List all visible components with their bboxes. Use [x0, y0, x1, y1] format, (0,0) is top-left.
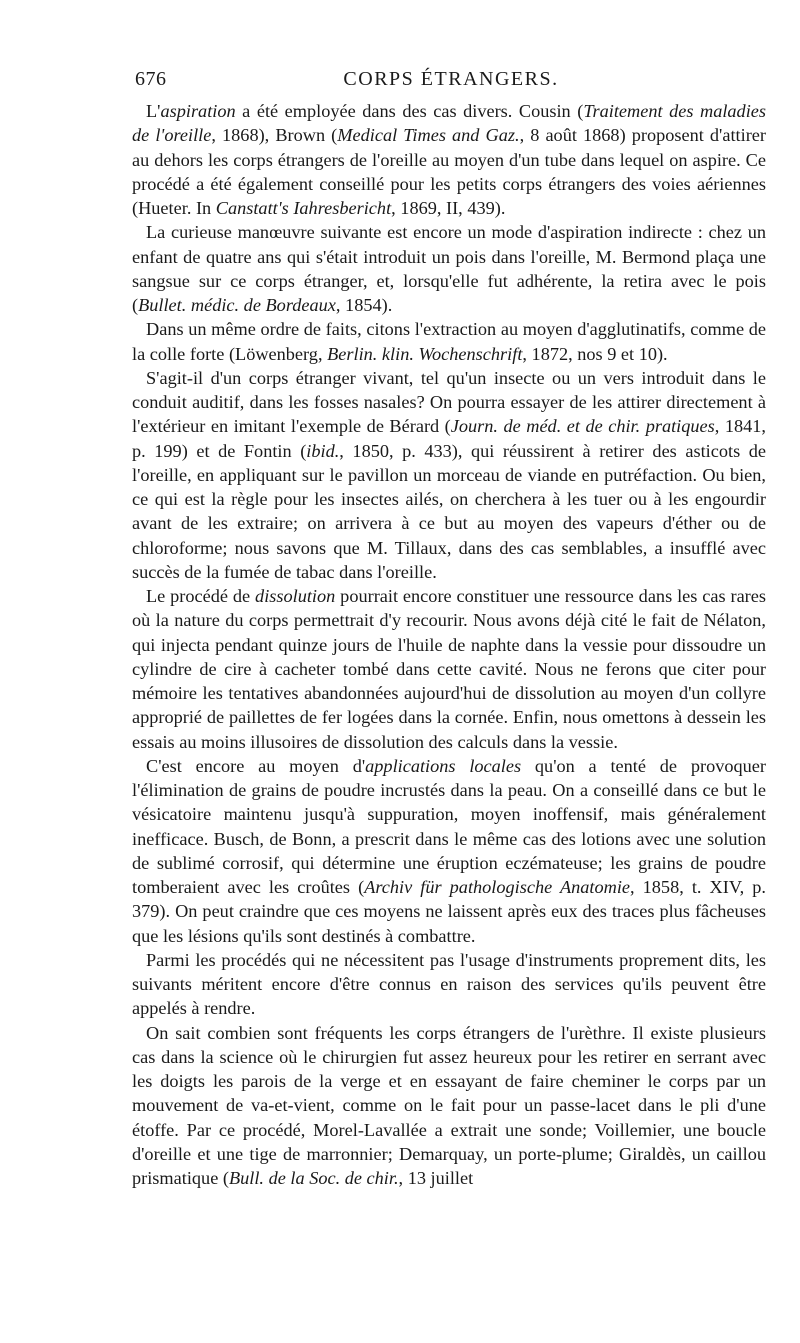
paragraph	[132, 754, 766, 948]
italic-citation: Journ. de méd. et de chir. pratiques	[450, 416, 715, 437]
paragraph-text: Le procédé de	[146, 586, 256, 606]
paragraph-text: , 1850, p. 433), qui réussirent à retirer des asticots de l'oreille, en appliquant sur le pavillon un morceau de viande en putréfaction. Ou bien, ce qui est la règle pour les insectes ailés, on cherchera à les tuer ou à les engourdir avant de les extraire; on arrivera à ce but au moyen des vapeurs d'éther ou de chloroforme; nous savons que M. Tillaux, dans des cas semblables, a insufflé avec succès de la fumée de tabac dans l'oreille.	[132, 440, 766, 582]
paragraph-text: S'agit-il d'un corps étranger vivant, tel qu'un insecte ou un vers introduit dans le conduit auditif, dans les fosses nasales? On pourra essayer de les attirer directement à l'extérieur en imitant l'exemple de Bérard (	[132, 367, 766, 437]
italic-citation: Canstatt's Iahresbericht	[215, 198, 392, 218]
italic-citation: ibid.	[306, 440, 340, 461]
paragraph-text: , 8 août 1868) proposent d'attirer au dehors les corps étrangers de l'oreille au moyen d'un tube dans lequel on aspire. Ce procédé a été également conseillé pour les petits corps étrangers des voies aériennes (Hueter. In	[132, 125, 766, 218]
paragraph-text: , 1841, p. 199) et de Fontin (	[132, 416, 766, 461]
paragraph-text: , 1854).	[335, 295, 393, 315]
running-title: CORPS ÉTRANGERS.	[343, 68, 559, 90]
italic-citation: Berlin. klin. Wochenschrift	[327, 343, 523, 364]
italic-citation: applications locales	[365, 755, 522, 776]
paragraph-text: , 1858, t. XIV, p. 379). On peut craindre que ces moyens ne laissent après eux des traces plus fâcheuses que les lésions qu'ils sont destinés à combattre.	[132, 877, 766, 946]
paragraph	[132, 99, 766, 220]
italic-citation: Archiv für pathologische Anatomie	[364, 877, 631, 897]
paragraph-text: , 1868), Brown (	[211, 125, 338, 146]
paragraph-text: C'est encore au moyen d'	[146, 755, 366, 776]
paragraph-text: La curieuse manœuvre suivante est encore un mode d'aspiration indirecte : chez un enfant de quatre ans qui s'était introduit un pois dans l'oreille, M. Bermond plaça une sangsue sur ce corps étranger, et, lorsqu'elle fut adhérente, la retira avec le pois (	[132, 222, 766, 315]
paragraph-text: , 1872, nos 9 et 10).	[522, 343, 668, 364]
paragraph-text: L'	[146, 101, 161, 121]
italic-citation: Bull. de la Soc. de chir.	[228, 1168, 399, 1188]
paragraph-text: , 1869, II, 439).	[391, 198, 506, 218]
italic-citation: Medical Times and Gaz.	[337, 125, 520, 146]
page-number: 676	[135, 68, 167, 90]
paragraph	[132, 1021, 766, 1191]
paragraph	[132, 584, 766, 754]
paragraph-text: Dans un même ordre de faits, citons l'extraction au moyen d'agglutinatifs, comme de la colle forte (Löwenberg,	[132, 319, 766, 364]
italic-citation: Traitement des maladies de l'oreille	[132, 101, 767, 146]
paragraph-text: qu'on a tenté de provoquer l'élimination de grains de poudre incrustés dans la peau. On a conseillé dans ce but le vésicatoire maintenu jusqu'à suppuration, moyen inoffensif, mais généralement inefficace. Busch, de Bonn, a prescrit dans le même cas des lotions avec une solution de sublimé corrosif, qui détermine une éruption eczémateuse; les grains de poudre tomberaient avec les croûtes (	[132, 755, 766, 897]
paragraph-text: pourrait encore constituer une ressource dans les cas rares où la nature du corps permettrait d'y recourir. Nous avons déjà cité le fait de Nélaton, qui injecta pendant quinze jours de l'huile de naphte dans la vessie pour dissoudre un cylindre de cire à cacheter tombé dans cette cavité. Nous ne ferons que citer pour mémoire les tentatives abandonnées aujourd'hui de dissolution au moyen d'un collyre approprié de paillettes de fer logées dans la cornée. Enfin, nous omettons à dessein les essais au moins illusoires de dissolution des calculs dans la vessie.	[132, 586, 767, 752]
paragraph-text: , 13 juillet	[398, 1168, 474, 1188]
paragraph	[132, 317, 766, 366]
paragraph-text: Parmi les procédés qui ne nécessitent pas l'usage d'instruments proprement dits, les suivants méritent encore d'être connus en raison des services qu'ils peuvent être appelés à rendre.	[132, 949, 766, 1019]
paragraph	[132, 948, 766, 1021]
italic-citation: dissolution	[255, 586, 336, 606]
paragraph	[132, 366, 766, 584]
page-header	[135, 68, 767, 96]
paragraph-text: a été employée dans des cas divers. Cousin (	[235, 101, 584, 121]
paragraph	[132, 220, 766, 317]
paragraph-text: On sait combien sont fréquents les corps étrangers de l'urèthre. Il existe plusieurs cas dans la science où le chirurgien fut assez heureux pour les retirer en serrant avec les doigts les parois de la verge et en essayant de faire cheminer le corps par un mouvement de va-et-vient, comme on le fait pour un passe-lacet dans le pli d'une étoffe. Par ce procédé, Morel-Lavallée a extrait une sonde; Voillemier, une boucle d'oreille et une tige de marronnier; Demarquay, un porte-plume; Giraldès, un caillou prismatique (	[132, 1022, 766, 1188]
italic-citation: Bullet. médic. de Bordeaux	[138, 295, 336, 315]
italic-citation: aspiration	[160, 101, 236, 121]
body-text	[132, 99, 766, 1190]
